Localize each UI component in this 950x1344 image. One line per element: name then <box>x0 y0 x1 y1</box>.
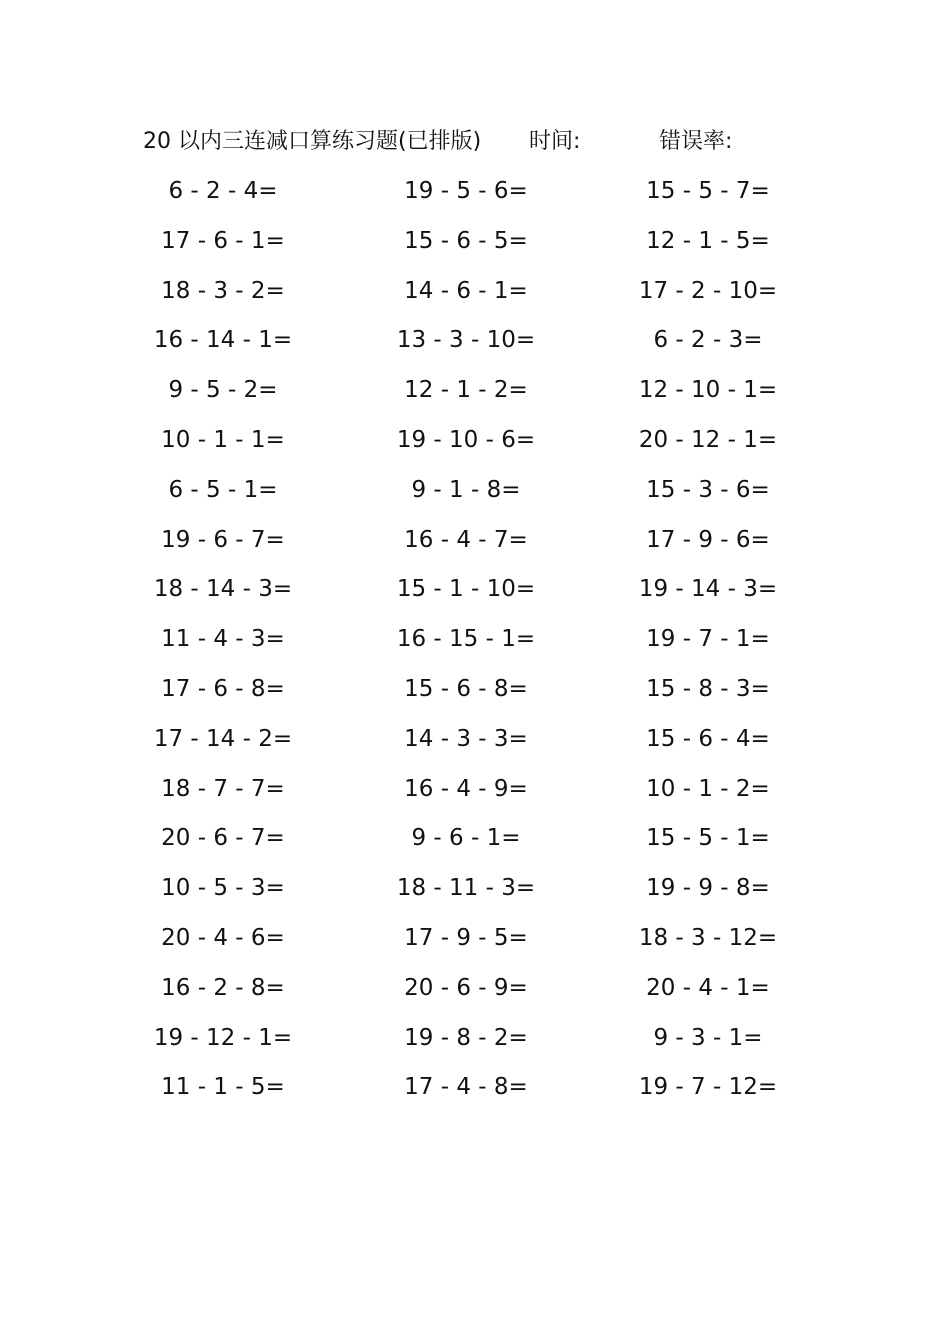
problem-item: 18 - 3 - 12= <box>638 924 778 951</box>
problem-item: 19 - 6 - 7= <box>161 526 285 553</box>
problem-item: 20 - 12 - 1= <box>638 426 778 453</box>
problem-item: 17 - 14 - 2= <box>153 725 293 752</box>
problem-item: 19 - 10 - 6= <box>396 426 536 453</box>
problem-item: 12 - 10 - 1= <box>638 377 778 404</box>
problem-item: 19 - 7 - 1= <box>646 626 770 653</box>
problem-item: 11 - 4 - 3= <box>161 626 285 653</box>
problem-item: 15 - 3 - 6= <box>646 476 770 503</box>
problem-item: 9 - 1 - 8= <box>411 476 521 503</box>
problem-item: 15 - 1 - 10= <box>396 576 536 603</box>
problem-item: 20 - 4 - 6= <box>161 924 285 951</box>
problem-item: 20 - 4 - 1= <box>646 974 770 1001</box>
problem-item: 10 - 1 - 2= <box>646 775 770 802</box>
problem-item: 6 - 2 - 3= <box>653 327 763 354</box>
problem-item: 14 - 6 - 1= <box>404 277 528 304</box>
problem-item: 17 - 6 - 8= <box>161 675 285 702</box>
problem-item: 16 - 4 - 7= <box>404 526 528 553</box>
problem-item: 11 - 1 - 5= <box>161 1074 285 1101</box>
problem-item: 19 - 8 - 2= <box>404 1024 528 1051</box>
problem-item: 12 - 1 - 2= <box>404 377 528 404</box>
problem-item: 16 - 15 - 1= <box>396 626 536 653</box>
problem-item: 18 - 3 - 2= <box>161 277 285 304</box>
problem-item: 14 - 3 - 3= <box>404 725 528 752</box>
problem-item: 6 - 2 - 4= <box>168 178 278 204</box>
problem-item: 15 - 6 - 4= <box>646 725 770 752</box>
problem-row <box>0 320 950 370</box>
problem-item: 17 - 4 - 8= <box>404 1074 528 1101</box>
problem-item: 17 - 9 - 5= <box>404 924 528 951</box>
problem-item: 19 - 7 - 12= <box>638 1074 778 1101</box>
problem-item: 15 - 5 - 7= <box>646 178 770 204</box>
page-title: 20 以内三连减口算练习题(已排版) <box>143 129 482 154</box>
problem-item: 13 - 3 - 10= <box>396 327 536 354</box>
problem-item: 15 - 5 - 1= <box>646 825 770 852</box>
problem-item: 6 - 5 - 1= <box>168 476 278 503</box>
problem-row <box>0 221 950 271</box>
problem-item: 17 - 6 - 1= <box>161 227 285 254</box>
problem-row <box>0 818 950 868</box>
problem-item: 17 - 9 - 6= <box>646 526 770 553</box>
time-label: 时间: <box>529 129 581 154</box>
problem-grid <box>0 171 950 1117</box>
problem-item: 15 - 6 - 8= <box>404 675 528 702</box>
problem-item: 9 - 3 - 1= <box>653 1024 763 1051</box>
problem-row <box>0 669 950 719</box>
problem-item: 18 - 14 - 3= <box>153 576 293 603</box>
error-rate-label: 错误率: <box>659 129 733 154</box>
problem-item: 16 - 4 - 9= <box>404 775 528 802</box>
problem-item: 10 - 1 - 1= <box>161 426 285 453</box>
problem-row <box>0 520 950 570</box>
problem-row <box>0 918 950 968</box>
problem-row <box>0 868 950 918</box>
problem-item: 19 - 9 - 8= <box>646 875 770 902</box>
problem-item: 12 - 1 - 5= <box>646 227 770 254</box>
problem-row <box>0 968 950 1018</box>
problem-item: 18 - 11 - 3= <box>396 875 536 902</box>
problem-item: 17 - 2 - 10= <box>638 277 778 304</box>
problem-item: 16 - 2 - 8= <box>161 974 285 1001</box>
problem-item: 19 - 5 - 6= <box>404 178 528 204</box>
problem-item: 15 - 6 - 5= <box>404 227 528 254</box>
problem-item: 20 - 6 - 7= <box>161 825 285 852</box>
problem-item: 20 - 6 - 9= <box>404 974 528 1001</box>
problem-row <box>0 420 950 470</box>
problem-row <box>0 1067 950 1117</box>
problem-row <box>0 569 950 619</box>
problem-item: 10 - 5 - 3= <box>161 875 285 902</box>
problem-item: 18 - 7 - 7= <box>161 775 285 802</box>
problem-item: 19 - 14 - 3= <box>638 576 778 603</box>
problem-row <box>0 470 950 520</box>
problem-row <box>0 271 950 321</box>
problem-item: 19 - 12 - 1= <box>153 1024 293 1051</box>
problem-row <box>0 769 950 819</box>
problem-row <box>0 171 950 221</box>
problem-item: 9 - 6 - 1= <box>411 825 521 852</box>
problem-item: 9 - 5 - 2= <box>168 377 278 404</box>
problem-row <box>0 370 950 420</box>
problem-row <box>0 619 950 669</box>
problem-item: 15 - 8 - 3= <box>646 675 770 702</box>
problem-row <box>0 719 950 769</box>
problem-item: 16 - 14 - 1= <box>153 327 293 354</box>
problem-row <box>0 1018 950 1068</box>
